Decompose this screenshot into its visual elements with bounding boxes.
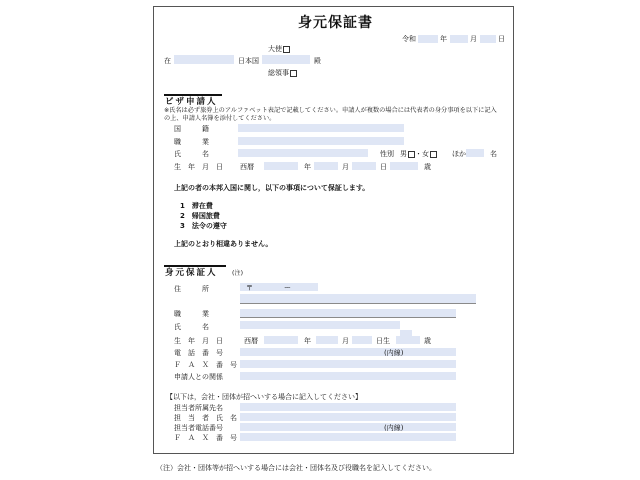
- guarantor-dob-year-label: 年: [304, 337, 311, 345]
- contact-name-field[interactable]: [240, 413, 456, 421]
- applicant-dob-day-label: 日: [380, 163, 387, 171]
- guarantor-age-label: 歳: [424, 337, 431, 345]
- date-year-field[interactable]: [418, 35, 438, 43]
- ambassador-checkbox[interactable]: [283, 46, 290, 53]
- guarantee-item-2: 2 帰国旅費: [180, 212, 220, 220]
- guarantor-fax-label: Ｆ Ａ Ｘ 番 号: [174, 361, 237, 369]
- consul-checkbox[interactable]: [290, 70, 297, 77]
- applicant-dob-month-label: 月: [342, 163, 349, 171]
- sex-female-checkbox[interactable]: [430, 151, 437, 158]
- applicant-occupation-field[interactable]: [238, 137, 404, 145]
- postal-mark: 〒: [246, 284, 253, 292]
- applicant-dob-year-field[interactable]: [264, 162, 298, 170]
- contact-phone-field[interactable]: [240, 423, 456, 431]
- guarantee-item-3: 3 法令の遵守: [180, 222, 227, 230]
- relation-field[interactable]: [240, 372, 456, 380]
- footnote: （注）会社・団体等が招へいする場合には会社・団体名及び役職名を記入してください。: [156, 464, 436, 472]
- contact-ext-label: (内線): [384, 424, 404, 432]
- consul-option[interactable]: [268, 69, 297, 77]
- sex-female-label: ・女: [415, 150, 429, 158]
- guarantor-note-mark: (注): [232, 270, 244, 277]
- applicant-dob-year-label: 年: [304, 163, 311, 171]
- persons-label: 名: [490, 150, 497, 158]
- date-year-label: 年: [440, 35, 447, 43]
- applicant-name-field[interactable]: [238, 149, 368, 157]
- recipient-field[interactable]: [262, 55, 310, 64]
- applicant-occupation-label: 職 業: [174, 138, 209, 146]
- contact-fax-field[interactable]: [240, 433, 456, 441]
- applicant-dob-label: 生 年 月 日: [174, 163, 223, 171]
- sex-male-option[interactable]: [400, 150, 437, 158]
- guarantor-dob-day-field[interactable]: [352, 336, 372, 344]
- contact-phone-label: 担当者電話番号: [174, 424, 223, 432]
- applicant-note-2: の上、申請人名簿を添付してください。: [164, 115, 276, 122]
- sex-male-checkbox[interactable]: [408, 151, 415, 158]
- nationality-label: 国 籍: [174, 125, 209, 133]
- dono-label: 殿: [314, 57, 321, 65]
- others-count-field[interactable]: [466, 149, 484, 157]
- guarantor-name-label: 氏 名: [174, 323, 209, 331]
- guarantor-age-field[interactable]: [396, 336, 420, 344]
- guarantor-phone-field[interactable]: [240, 348, 456, 356]
- address-field[interactable]: [240, 294, 476, 304]
- zai-label: 在: [164, 57, 171, 65]
- guarantor-fax-field[interactable]: [240, 360, 456, 368]
- form-title: 身元保証書: [298, 15, 373, 31]
- contact-dept-field[interactable]: [240, 403, 456, 411]
- guarantor-phone-label: 電 話 番 号: [174, 349, 223, 357]
- date-day-label: 日: [498, 35, 505, 43]
- date-era: 令和: [402, 35, 416, 43]
- applicant-seireki-label: 西暦: [240, 163, 254, 171]
- applicant-name-label: 氏 名: [174, 150, 209, 158]
- guarantor-occupation-field[interactable]: [240, 309, 456, 318]
- guarantor-dob-day-label: 日生: [376, 337, 390, 345]
- guarantor-dob-month-field[interactable]: [316, 336, 338, 344]
- guarantor-seireki-label: 西暦: [244, 337, 258, 345]
- sex-male-label: 男: [400, 150, 407, 158]
- guarantor-dob-month-label: 月: [342, 337, 349, 345]
- confirm-statement: 上記のとおり相違ありません。: [174, 240, 273, 248]
- guarantee-item-1: 1 滞在費: [180, 202, 213, 210]
- guarantee-statement: 上記の者の本邦入国に関し，以下の事項について保証します。: [174, 184, 370, 192]
- applicant-age-label: 歳: [424, 163, 431, 171]
- applicant-heading: ビザ申請人: [165, 97, 218, 107]
- ambassador-option[interactable]: [268, 45, 290, 53]
- others-label: ほか: [452, 150, 466, 158]
- address-label: 住 所: [174, 285, 209, 293]
- relation-label: 申請人との関係: [174, 373, 223, 381]
- guarantor-dob-year-field[interactable]: [264, 336, 298, 344]
- date-month-label: 月: [470, 35, 477, 43]
- applicant-dob-day-field[interactable]: [352, 162, 376, 170]
- sex-label: 性別: [380, 150, 394, 158]
- applicant-note-1: ※氏名は必ず旅券上のアルファベット表記で記載してください。申請人が複数の場合には代表者の身分事項を以下に記入: [164, 107, 497, 114]
- postal-dash: ー: [284, 284, 291, 292]
- company-section-header: 【以下は，会社・団体が招へいする場合に記入してください】: [166, 393, 362, 401]
- guarantor-name-field[interactable]: [240, 321, 400, 329]
- contact-fax-label: Ｆ Ａ Ｘ 番 号: [174, 434, 237, 442]
- form-page: [153, 6, 514, 454]
- date-day-field[interactable]: [480, 35, 496, 43]
- nihonkoku-label: 日本国: [238, 57, 259, 65]
- applicant-dob-month-field[interactable]: [314, 162, 338, 170]
- guarantor-dob-label: 生 年 月 日: [174, 337, 223, 345]
- contact-name-label: 担 当 者 氏 名: [174, 414, 237, 422]
- ambassador-label: 大使: [268, 45, 282, 53]
- guarantor-occupation-label: 職 業: [174, 310, 209, 318]
- date-month-field[interactable]: [450, 35, 468, 43]
- consul-label: 総領事: [268, 69, 289, 77]
- applicant-age-field[interactable]: [390, 162, 418, 170]
- guarantor-ext-label: (内線): [384, 349, 404, 357]
- location-field[interactable]: [174, 55, 234, 64]
- nationality-field[interactable]: [238, 124, 404, 132]
- contact-dept-label: 担当者所属先名: [174, 404, 223, 412]
- guarantor-heading: 身元保証人: [165, 268, 218, 278]
